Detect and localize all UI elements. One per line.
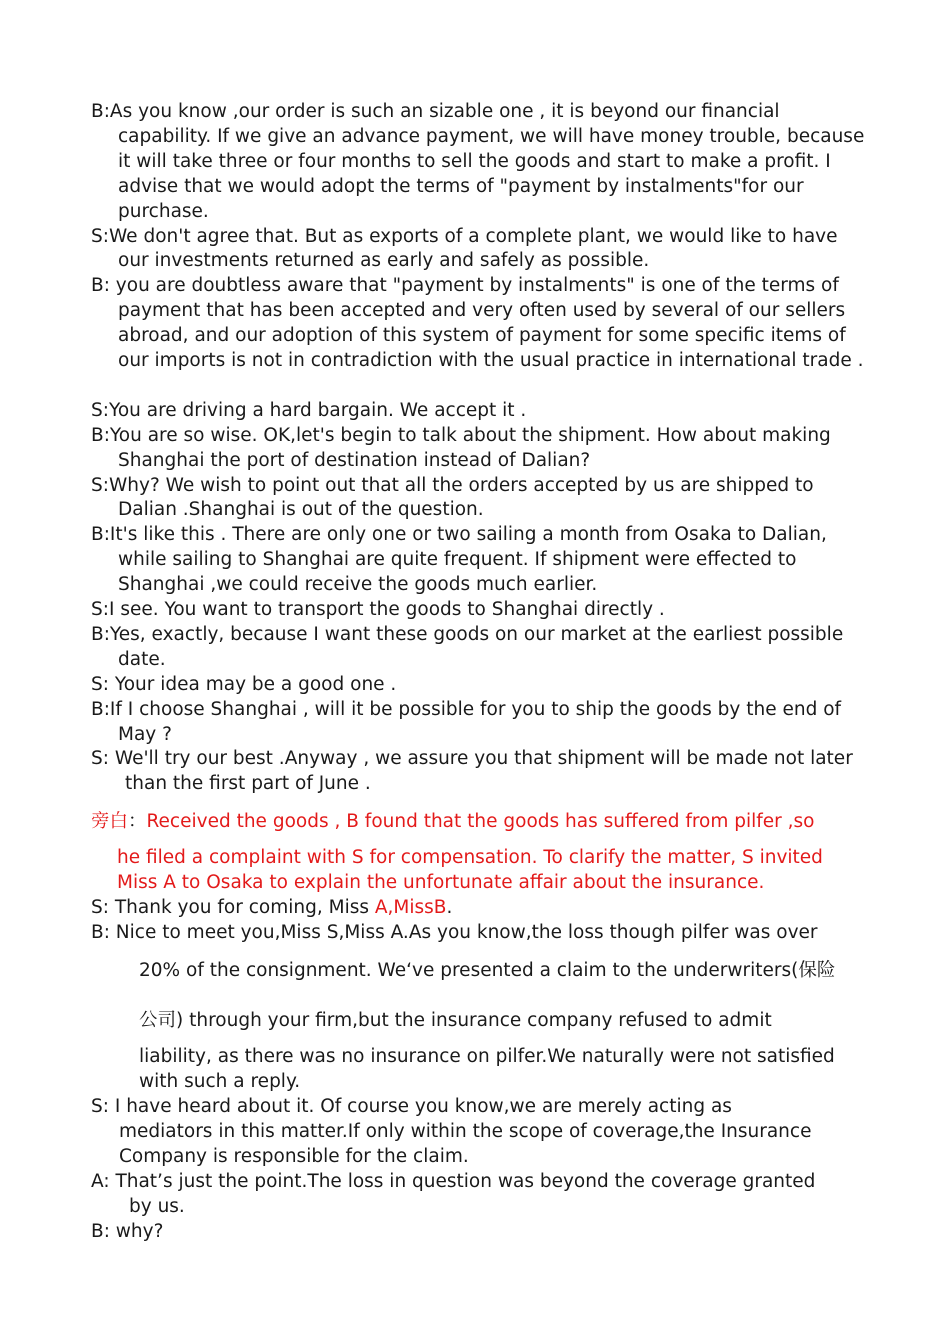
dialogue-b-market: B:Yes, exactly, because I want these goods on our market at the earliest possible date. — [91, 623, 844, 670]
dialogue-s-see: S:I see. You want to transport the goods to Shanghai directly . — [91, 599, 665, 620]
dialogue-b-shipment: B:You are so wise. OK,let's begin to talk about the shipment. How about making Shanghai the port of destination instead of Dalian? — [91, 424, 831, 471]
dialogue-s-dalian: S:Why? We wish to point out that all the orders accepted by us are shipped to Dalian .Shanghai is out of the question. — [91, 474, 814, 521]
narration-label: 旁白 — [91, 811, 129, 832]
dialogue-s-june: S: We'll try our best .Anyway , we assure you that shipment will be made not later than the first part of June . — [91, 748, 853, 795]
dialogue-b-instalments: B: you are doubtless aware that "payment by instalments" is one of the terms of payment that has been accepted and very often used by several of our sellers abroad, and our adoption of this system of payment for some specific items of our imports is not in contradiction with the usual practice in international trade . — [91, 275, 864, 372]
dialogue-b-payment: B:As you know ,our order is such an sizable one , it is beyond our financial capability. If we give an advance payment, we will have money trouble, because it will take three or four months to sell the goods and start to make a profit. I advise that we would adopt the terms of "payment by instalments"for our purchase. — [91, 101, 865, 222]
narration-line-3: Miss A to Osaka to explain the unfortunate affair about the insurance. — [117, 872, 765, 893]
s-thanks-suffix: . — [446, 897, 453, 918]
narration-line-2: he filed a complaint with S for compensation. To clarify the matter, S invited — [117, 847, 823, 868]
dialogue-b-sailing: B:It's like this . There are only one or two sailing a month from Osaka to Dalian, while sailing to Shanghai are quite frequent. If shipment were effected to Shanghai ,we could receive the goods much earlier. — [91, 524, 827, 596]
narration-text-1: Received the goods , B found that the goods has suffered from pilfer ,so — [146, 811, 815, 832]
dialogue-b-why: B: why? — [91, 1221, 164, 1242]
b-claim-line-1: B: Nice to meet you,Miss S,Miss A.As you know,the loss though pilfer was over — [91, 922, 818, 943]
dialogue-s-thanks — [91, 896, 891, 921]
a-point-line-1: A: That’s just the point.The loss in question was beyond the coverage granted — [91, 1171, 816, 1192]
a-point-line-2: by us. — [129, 1196, 185, 1217]
dialogue-b-may: B:If I choose Shanghai , will it be possible for you to ship the goods by the end of May ? — [91, 698, 842, 745]
dialogue-s-idea: S: Your idea may be a good one . — [91, 673, 397, 695]
s-mediators-line-3: Company is responsible for the claim. — [119, 1146, 469, 1167]
s-thanks-prefix: S: Thank you for coming, Miss — [91, 897, 375, 918]
b-claim-line-4: liability, as there was no insurance on pilfer.We naturally were not satisfied — [139, 1046, 835, 1067]
narration-line-1 — [91, 810, 891, 835]
s-mediators-line-1: S: I have heard about it. Of course you know,we are merely acting as — [91, 1096, 732, 1117]
s-mediators-line-2: mediators in this matter.If only within the scope of coverage,the Insurance — [119, 1121, 812, 1142]
dialogue-s-accept: S:You are driving a hard bargain. We accept it . — [91, 399, 527, 421]
b-claim-line-2: 20% of the consignment. We‘ve presented a claim to the underwriters(保险 — [139, 960, 836, 981]
s-thanks-names: A,MissB — [374, 897, 447, 918]
b-claim-line-3: 公司) through your firm,but the insurance company refused to admit — [139, 1010, 772, 1031]
dialogue-s-disagree: S:We don't agree that. But as exports of a complete plant, we would like to have our investments returned as early and safely as possible. — [91, 225, 838, 272]
narration-colon: ： — [128, 811, 147, 832]
b-claim-line-5: with such a reply. — [139, 1071, 301, 1092]
